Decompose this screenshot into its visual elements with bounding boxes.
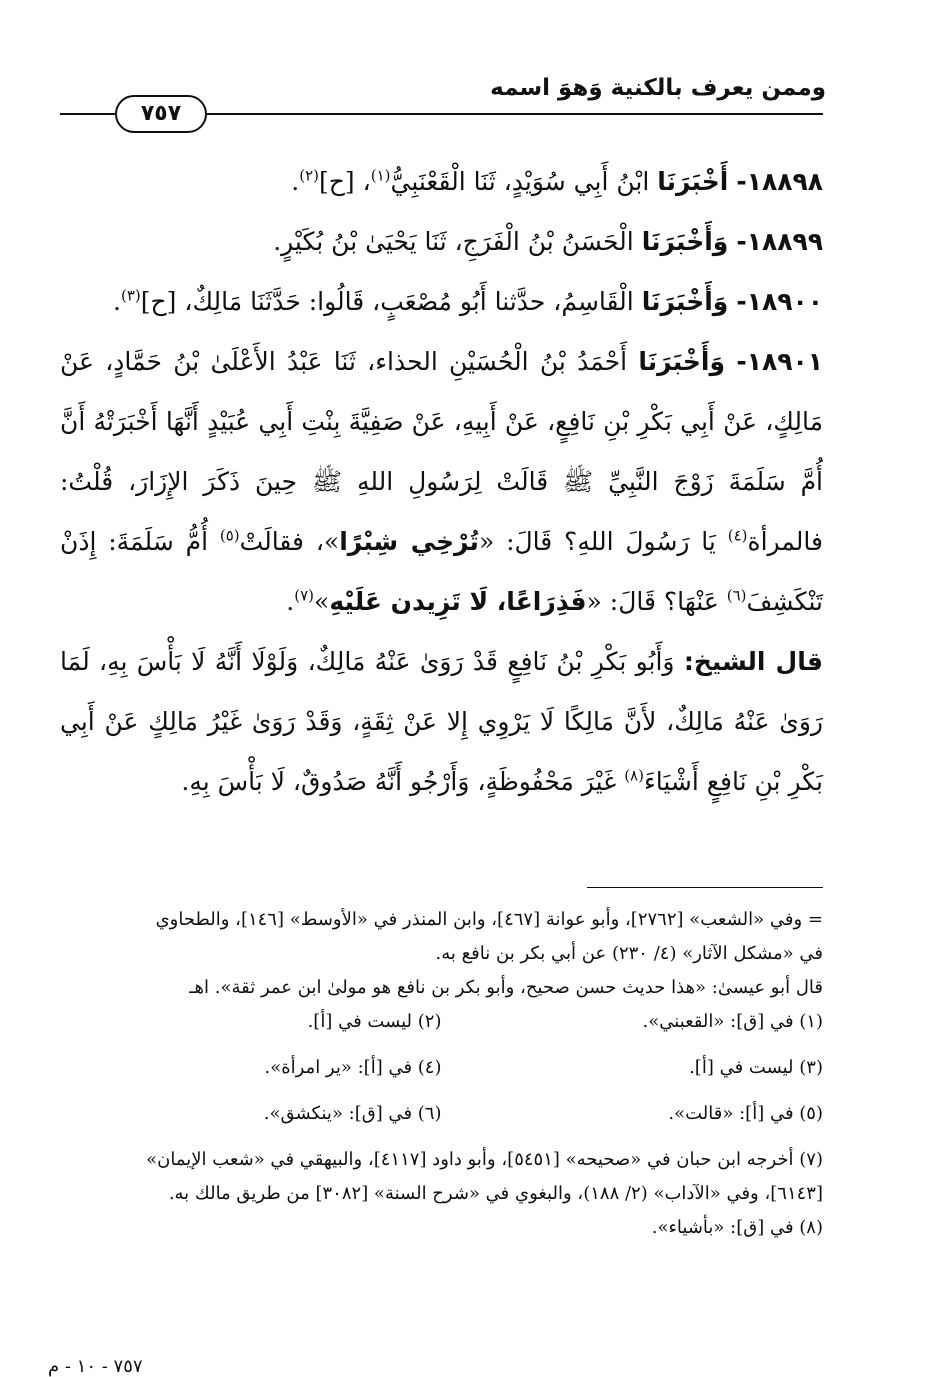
footnote-2: (٢) ليست في [أ]. — [307, 1011, 442, 1032]
footnote-ref: (٦) — [726, 586, 747, 605]
hadith-text: ابْنُ أَبِي سُوَيْدٍ، ثَنَا الْقَعْنَبِيُّ — [390, 167, 650, 196]
hadith-text: . — [113, 287, 121, 316]
hadith-text: الْقَاسِمُ، حدَّثنا أَبُو مُصْعَبٍ، قَالُوا: حَدَّثَنَا مَالِكٌ، [ح] — [140, 287, 634, 316]
hadith-18901 — [60, 332, 823, 632]
footnote-rule — [587, 887, 823, 888]
hadith-number: ١٨٨٩٨- — [736, 167, 823, 196]
footnote-ref: (٨) — [624, 766, 644, 785]
footnote-continuation: = وفي «الشعب» [٢٧٦٢]، وأبو عوانة [٤٦٧]، وابن المنذر في «الأوسط» [١٤٦]، والطحاوي — [155, 909, 823, 930]
footnote-ref: (٤) — [727, 526, 748, 545]
hadith-text: عَنْهَا؟ قَالَ: « — [586, 587, 719, 616]
hadith-text: . — [286, 587, 295, 616]
narration-keyword: وَأَخْبَرَنَا — [641, 227, 729, 256]
footnote-ref: (٣) — [121, 286, 141, 305]
hadith-text: » — [314, 587, 330, 616]
hadith-18898 — [60, 152, 823, 212]
footnote-ref: (١) — [370, 166, 391, 185]
hadith-18899 — [60, 212, 823, 272]
hadith-text: ، [ح] — [319, 167, 371, 196]
hadith-18900 — [60, 272, 823, 332]
main-text — [60, 152, 823, 812]
footnote-ref: (٢) — [299, 166, 320, 185]
commentary-text: وَأَبُو بَكْرِ بْنُ نَافِعٍ قَدْ رَوَىٰ عَنْهُ مَالِكٌ، وَلَوْلَا أَنَّهُ لَا بَأْسَ بِهِ، لَمَا رَوَىٰ عَنْهُ مَالِكٌ، لأَنَّ مَالِكًا لَا يَرْوِي إِلا عَنْ ثِقَةٍ، وَقَدْ رَوَىٰ غَيْرُ مَالِكٍ عَنْ أَبِي بَكْرِ بْنِ نَافِعٍ أَشْيَاءَ — [60, 647, 823, 796]
prophetic-quote: فَذِرَاعًا، لَا تَزِيدن عَلَيْهِ — [329, 587, 587, 616]
footnote-8: (٨) في [ق]: «بأشياء». — [651, 1217, 823, 1238]
page-number: ٧٥٧ — [115, 95, 207, 133]
hadith-text: أَحْمَدُ بْنُ الْحُسَيْنِ الحذاء، ثَنَا عَبْدُ الأَعْلَىٰ بْنُ حَمَّادٍ، عَنْ مَالِكٍ، عَنْ أَبِي بَكْرِ بْنِ نَافِعٍ، عَنْ أَبِيهِ، عَنْ صَفِيَّةَ بِنْتِ أَبِي عُبَيْدٍ أَنَّهَا أَخْبَرَتْهُ أَنَّ أُمَّ سَلَمَةَ زَوْجَ النَّبِيِّ ﷺ قَالَتْ لِرَسُولِ اللهِ ﷺ حِينَ ذَكَرَ الإِزَارَ، قُلْتُ: فالمرأة — [60, 347, 823, 556]
narration-keyword: أَخْبَرَنَا — [657, 167, 729, 196]
footnote-1: (١) في [ق]: «القعبني». — [642, 1011, 823, 1032]
narration-keyword: وَأَخْبَرَنَا — [638, 347, 726, 376]
footnote-7 — [60, 1143, 823, 1211]
footnote-ref: (٧) — [294, 586, 315, 605]
footnote-row — [60, 1051, 823, 1085]
hadith-number: ١٨٩٠١- — [736, 347, 823, 376]
hadith-text: »، فقالَتْ — [239, 527, 340, 556]
footnote-row — [60, 1097, 823, 1131]
hadith-number: ١٨٨٩٩- — [736, 227, 823, 256]
printer-signature: ٧٥٧ - ١٠ - م — [48, 1356, 143, 1377]
hadith-text: . — [291, 167, 300, 196]
hadith-text: الْحَسَنُ بْنُ الْفَرَجِ، ثَنَا يَحْيَىٰ بْنُ بُكَيْرٍ. — [273, 227, 634, 256]
footnote-3: (٣) ليست في [أ]. — [689, 1057, 823, 1078]
footnote-5: (٥) في [أ]: «قالت». — [668, 1103, 823, 1124]
hadith-number: ١٨٩٠٠- — [736, 287, 823, 316]
footnote-6: (٦) في [ق]: «ينكشق». — [263, 1103, 442, 1124]
running-title: وممن يعرف بالكنية وَهوَ اسمه — [490, 75, 826, 101]
hadith-text: أُمُّ سَلَمَةَ: إِذَنْ تَنْكَشِفَ — [60, 527, 823, 616]
footnote-continuation: قال أبو عيسىٰ: «هذا حديث حسن صحيح، وأبو بكر بن نافع هو مولىٰ ابن عمر ثقة». اهـ — [189, 977, 823, 998]
hadith-text: يَا رَسُولَ اللهِ؟ قَالَ: « — [478, 527, 716, 556]
sheikh-label: قال الشيخ: — [683, 647, 823, 676]
footnote-7-line: (٧) أخرجه ابن حبان في «صحيحه» [٥٤٥١]، وأبو داود [٤١١٧]، والبيهقي في «شعب الإيمان» — [146, 1149, 823, 1170]
narration-keyword: وَأَخْبَرَنَا — [641, 287, 729, 316]
footnote-row — [60, 1005, 823, 1039]
footnote-4: (٤) في [أ]: «ير امرأة». — [264, 1057, 442, 1078]
footnote-ref: (٥) — [219, 526, 240, 545]
footnote-7-line: [٦١٤٣]، وفي «الآداب» (٢/ ١٨٨)، والبغوي في «شرح السنة» [٣٠٨٢] من طريق مالك به. — [168, 1183, 823, 1204]
commentary-text: غَيْرَ مَحْفُوظَةٍ، وَأَرْجُو أَنَّهُ صَدُوقٌ، لَا بَأْسَ بِهِ. — [181, 767, 617, 796]
footnote-continuation: في «مشكل الآثار» (٤/ ٢٣٠) عن أبي بكر بن نافع به. — [435, 943, 823, 964]
prophetic-quote: تُرْخِي شِبْرًا — [339, 527, 479, 556]
sheikh-commentary — [60, 632, 823, 812]
footnotes — [60, 903, 823, 1245]
